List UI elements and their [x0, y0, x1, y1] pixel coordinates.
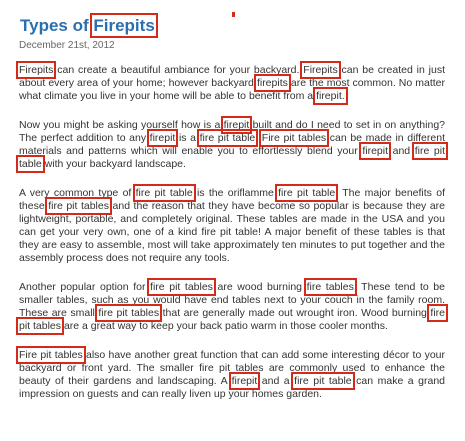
paragraph [19, 119, 445, 171]
highlighted-keyword: fire pit tables [98, 307, 160, 319]
text-segment: A very common type of [19, 187, 136, 199]
text-segment: are a great way to keep your back patio warm in those cooler months. [61, 320, 388, 332]
highlighted-keyword: fire pit tables [19, 307, 445, 332]
text-segment: . These tend to be smaller tables, such as you would have end tables next to your couch in the family room. These are small [19, 281, 445, 319]
highlighted-keyword: Fire pit tables [19, 349, 83, 361]
text-segment: and [388, 145, 415, 157]
text-segment: is the oriflamme [192, 187, 279, 199]
text-segment: that are generally made out wrought iron. Wood burning [159, 307, 431, 319]
highlighted-keyword: firepit [149, 132, 176, 144]
red-mark [232, 12, 235, 17]
paragraph [19, 64, 445, 103]
paragraph [19, 281, 445, 333]
text-segment: Another popular option for [19, 281, 151, 293]
highlighted-keyword: fire tables [306, 281, 354, 293]
highlighted-keyword: firepits [256, 77, 288, 89]
highlighted-keyword: fire pit table [278, 187, 336, 199]
text-segment: also have another great function that can add some interesting décor to your backyard or front yard. The smaller fire pit tables are commonly used to enhance the beauty of their gardens and landscaping. A [19, 349, 445, 387]
highlighted-keyword: Firepits [93, 16, 155, 35]
text-segment: built and do I need to set in on anything? The perfect addition to any [19, 119, 446, 144]
text-segment: are the most common. No matter what climate you live in your home will be able to benefit from a [19, 77, 445, 102]
highlighted-keyword: fire pit table [135, 187, 193, 199]
highlighted-keyword: fire pit table [199, 132, 256, 144]
text-segment: can make a grand impression on guests and can really liven up your homes garden. [19, 375, 446, 400]
highlighted-keyword: fire pit tables [150, 281, 213, 293]
text-segment: . The major benefits of these [19, 187, 445, 212]
paragraph [19, 187, 445, 265]
text-segment: can create a beautiful ambiance for your backyard. [53, 64, 304, 76]
text-segment: and the reason that they have become so popular is because they are lightweight, portable, and completely original. These tables are made in the USA and you can get your very own, one of a kind fire pit table! A major benefit of these tables is that they are easy to assemble, most will take approximately ten minutes to put together and the assembly process does not require any tools. [19, 200, 445, 264]
highlighted-keyword: fire pit table [19, 145, 446, 170]
text-segment: Types of [20, 16, 94, 35]
highlighted-keyword: Fire pit tables [261, 132, 327, 144]
highlighted-keyword: Firepits [303, 64, 338, 76]
text-segment: is a [175, 132, 200, 144]
highlighted-keyword: fire pit table [294, 375, 352, 387]
highlighted-keyword: firepit [231, 375, 258, 387]
text-segment: can be made in different materials and patterns which will enable you to effortlessly blend your [19, 132, 445, 157]
text-segment: with your backyard landscape. [41, 158, 186, 170]
post-body [19, 64, 445, 417]
text-segment: Now you might be asking yourself how is a [19, 119, 224, 131]
highlighted-keyword: fire pit tables [48, 200, 109, 212]
text-segment: are wood burning [212, 281, 307, 293]
paragraph [19, 349, 445, 401]
page-title [20, 15, 155, 37]
text-segment: can be created in just about every area of your home; however backyard [19, 64, 446, 89]
highlighted-keyword: Firepits [19, 64, 54, 76]
highlighted-keyword: firepit [362, 145, 389, 157]
text-segment: and a [257, 375, 295, 387]
highlighted-keyword: firepit. [316, 90, 345, 102]
text-segment: . [255, 132, 262, 144]
highlighted-keyword: firepit [223, 119, 250, 131]
post-date: December 21st, 2012 [19, 40, 115, 51]
